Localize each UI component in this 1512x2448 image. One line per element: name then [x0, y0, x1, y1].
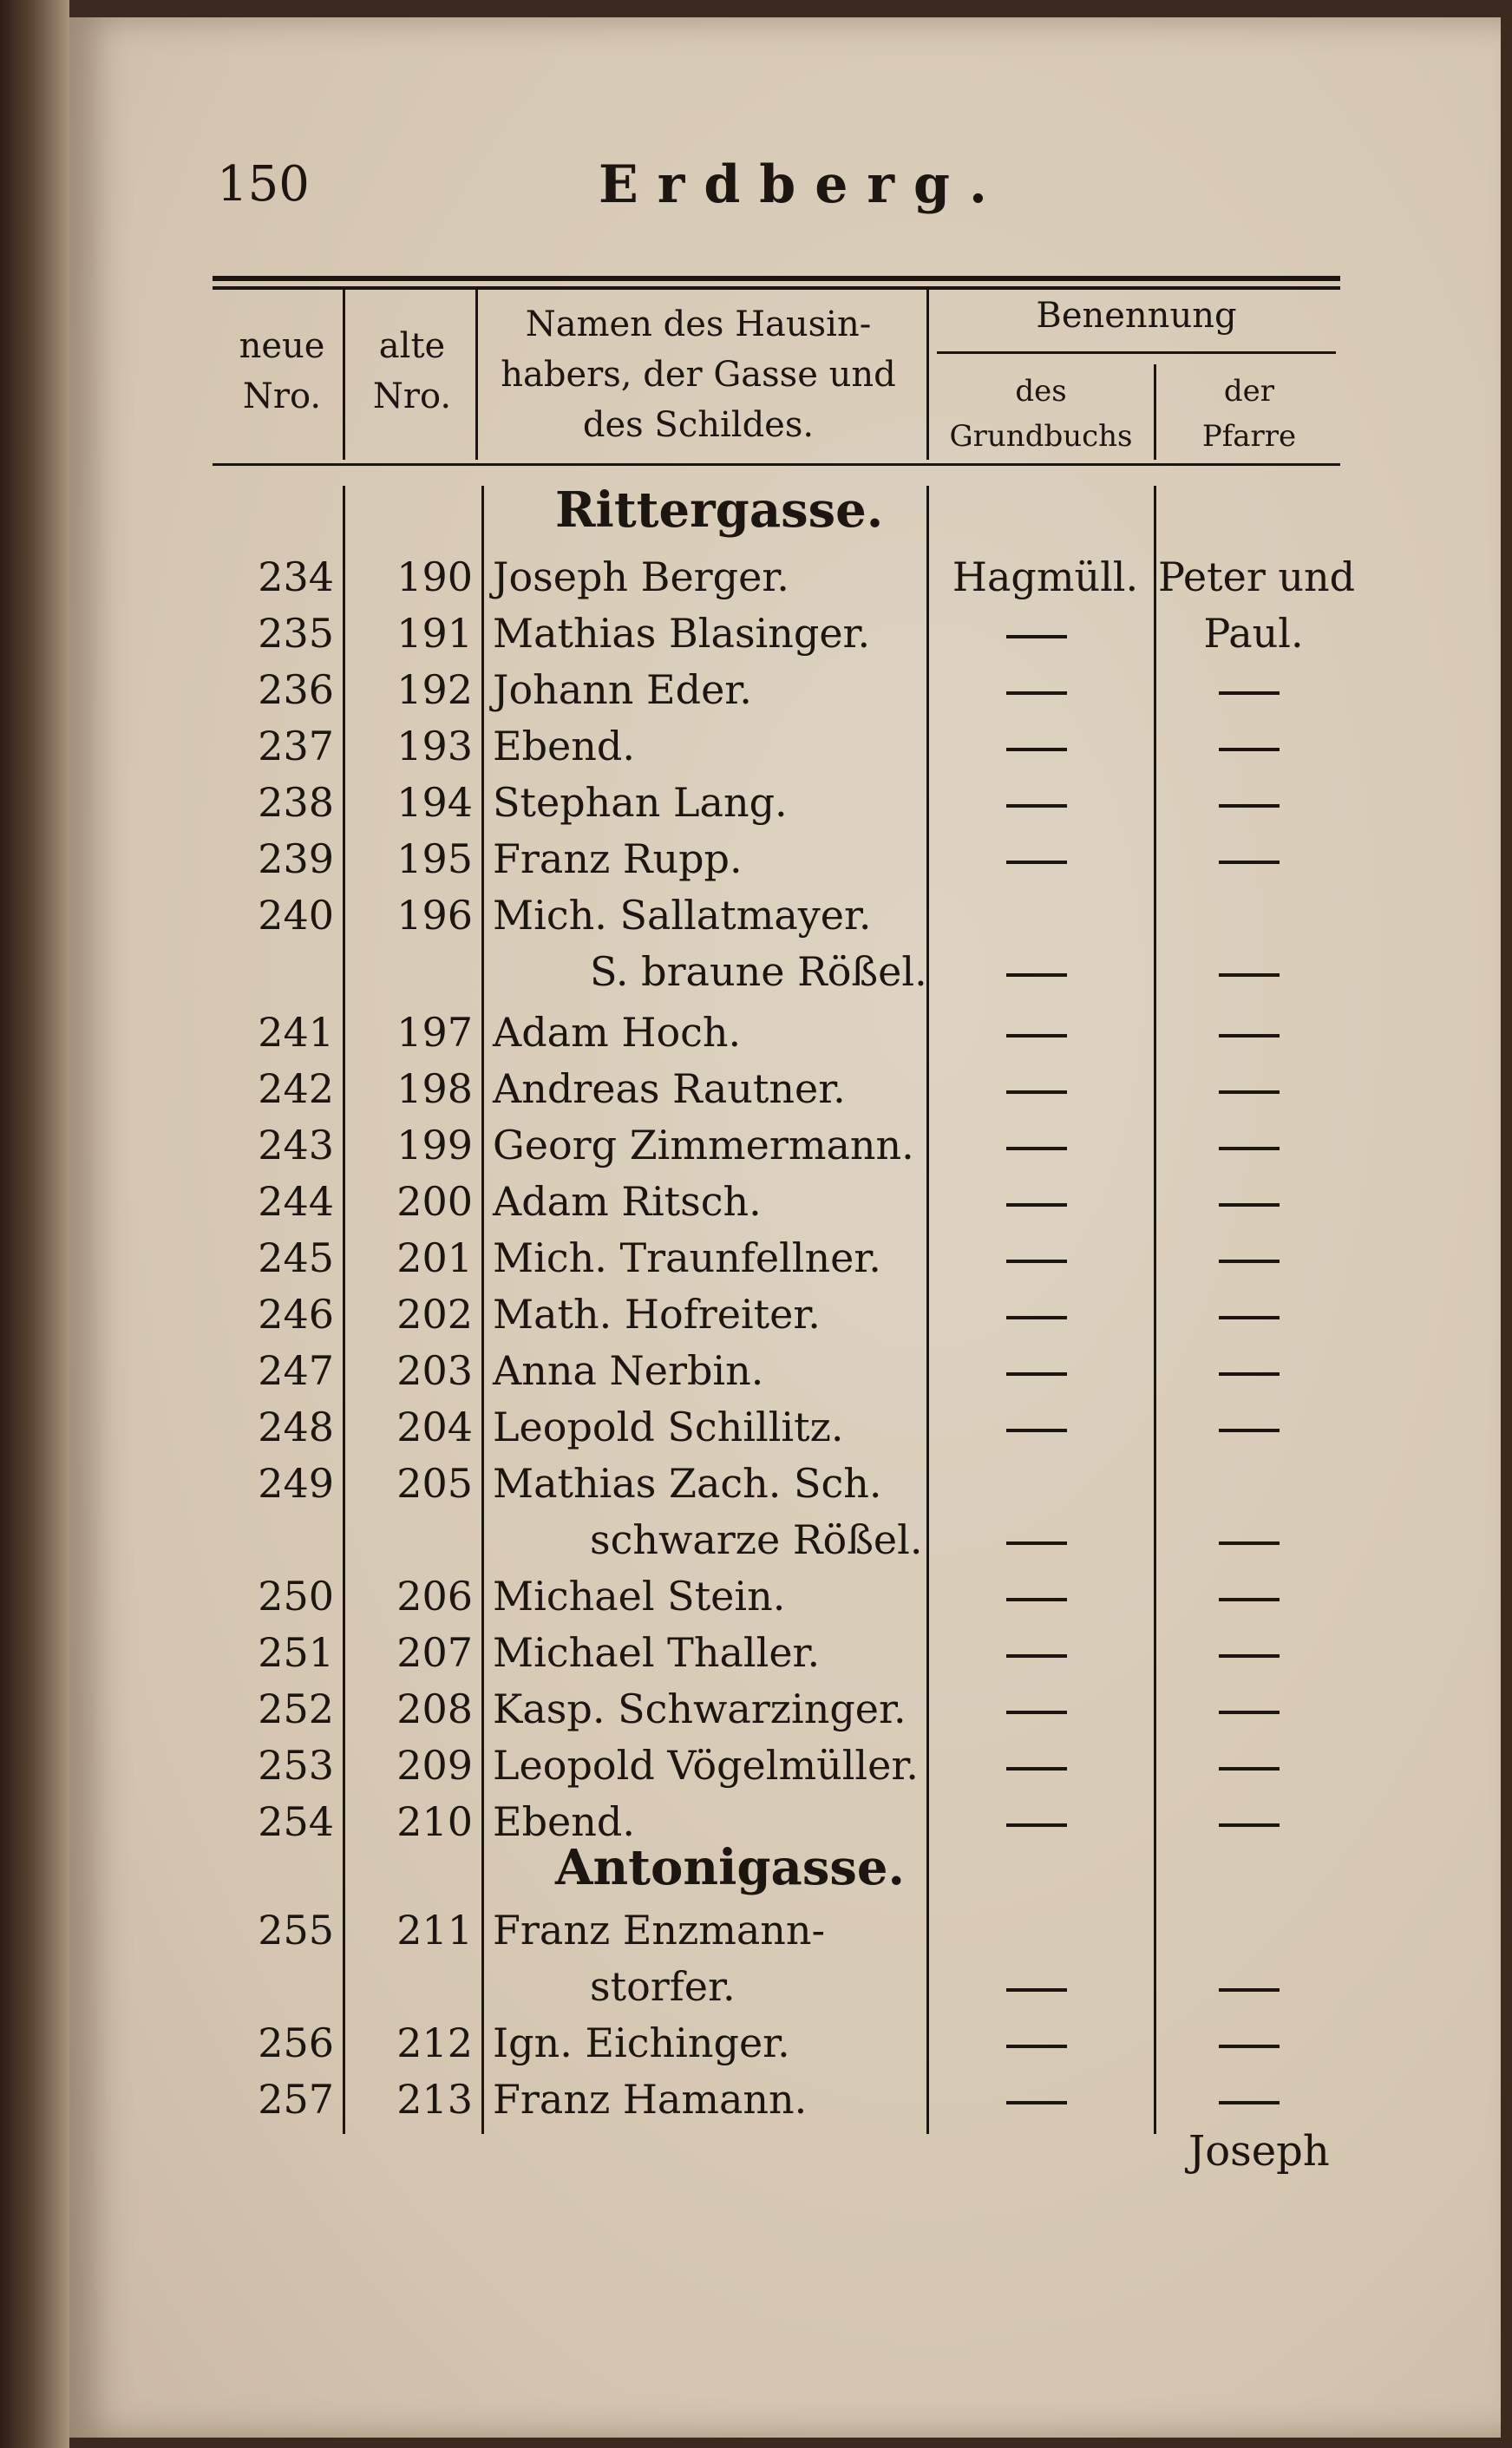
row-alte-nro: 207 — [396, 1629, 473, 1676]
row-pfarre-ditto-mark — [1219, 1988, 1280, 1992]
header-pfarre-line1: der — [1223, 374, 1275, 409]
row-name: Ebend. — [493, 1798, 635, 1845]
row-neue-nro: 241 — [258, 1009, 334, 1056]
section-title-antonigasse: Antonigasse. — [555, 1839, 905, 1896]
row-alte-nro: 192 — [396, 666, 473, 713]
header-neue-nro-label: Nro. — [242, 376, 322, 416]
header-grundbuchs — [933, 369, 1149, 459]
row-alte-nro: 212 — [396, 2019, 473, 2066]
row-alte-nro: 206 — [396, 1573, 473, 1620]
row-pfarre-ditto-mark — [1219, 2101, 1280, 2104]
row-alte-nro: 203 — [396, 1347, 473, 1394]
row-neue-nro: 235 — [258, 610, 334, 657]
col-sep-body-4 — [1154, 486, 1156, 2134]
row-alte-nro: 190 — [396, 553, 473, 600]
row-grundbuch-ditto-mark — [1006, 1711, 1067, 1714]
row-pfarre-ditto-mark — [1219, 861, 1280, 864]
row-name: Andreas Rautner. — [493, 1065, 846, 1112]
row-name: Adam Ritsch. — [493, 1178, 762, 1225]
header-neue-nro — [221, 321, 343, 422]
row-neue-nro: 236 — [258, 666, 334, 713]
row-grundbuch-ditto-mark — [1006, 1372, 1067, 1376]
row-neue-nro: 239 — [258, 835, 334, 882]
row-grundbuch-ditto-mark — [1006, 1316, 1067, 1319]
row-grundbuch-ditto-mark — [1006, 1541, 1067, 1545]
row-name: Ebend. — [493, 723, 635, 769]
row-grundbuch-ditto-mark — [1006, 1090, 1067, 1094]
row-pfarre-ditto-mark — [1219, 1823, 1280, 1827]
row-name: Mathias Zach. Sch. — [493, 1460, 882, 1507]
row-grundbuch-ditto-mark — [1006, 1034, 1067, 1037]
row-pfarre-ditto-mark — [1219, 1541, 1280, 1545]
row-neue-nro: 234 — [258, 553, 334, 600]
header-double-rule-top — [213, 276, 1340, 281]
row-name: Anna Nerbin. — [493, 1347, 764, 1394]
row-neue-nro: 248 — [258, 1404, 334, 1450]
row-alte-nro: 209 — [396, 1742, 473, 1789]
row-name: Leopold Schillitz. — [493, 1404, 844, 1450]
row-pfarre-ditto-mark — [1219, 1429, 1280, 1432]
row-neue-nro: 250 — [258, 1573, 334, 1620]
row-grundbuch-ditto-mark — [1006, 748, 1067, 751]
page-title: Erdberg. — [599, 154, 1006, 215]
header-grundbuchs-line1: des — [1015, 374, 1067, 409]
row-neue-nro: 242 — [258, 1065, 334, 1112]
catchword: Joseph — [1188, 2127, 1330, 2176]
row-grundbuch: Hagmüll. — [952, 553, 1139, 600]
row-name: Michael Stein. — [493, 1573, 786, 1620]
row-neue-nro: 256 — [258, 2019, 334, 2066]
col-sep-body-2 — [481, 486, 484, 2134]
row-alte-nro: 197 — [396, 1009, 473, 1056]
row-grundbuch-ditto-mark — [1006, 635, 1067, 638]
col-sep-header-2 — [475, 286, 478, 460]
row-alte-nro: 193 — [396, 723, 473, 769]
row-name: schwarze Rößel. — [590, 1516, 923, 1563]
row-neue-nro: 246 — [258, 1291, 334, 1338]
row-pfarre-ditto-mark — [1219, 1654, 1280, 1658]
col-sep-body-3 — [926, 486, 929, 2134]
row-alte-nro: 208 — [396, 1685, 473, 1732]
section-title-rittergasse: Rittergasse. — [555, 481, 884, 539]
header-namen — [481, 299, 915, 450]
row-neue-nro: 243 — [258, 1122, 334, 1168]
row-grundbuch-ditto-mark — [1006, 1823, 1067, 1827]
row-neue-nro: 254 — [258, 1798, 334, 1845]
row-alte-nro: 199 — [396, 1122, 473, 1168]
row-alte-nro: 191 — [396, 610, 473, 657]
row-grundbuch-ditto-mark — [1006, 2045, 1067, 2048]
row-neue-nro: 240 — [258, 892, 334, 939]
page-number: 150 — [217, 156, 310, 213]
row-name: Johann Eder. — [493, 666, 752, 713]
row-name: Stephan Lang. — [493, 779, 788, 826]
row-grundbuch-ditto-mark — [1006, 1147, 1067, 1150]
row-pfarre: Paul. — [1203, 610, 1304, 657]
row-pfarre-ditto-mark — [1219, 2045, 1280, 2048]
header-bottom-rule — [213, 463, 1340, 466]
row-grundbuch-ditto-mark — [1006, 2101, 1067, 2104]
header-double-rule-bottom — [213, 286, 1340, 290]
header-namen-line2: habers, der Gasse und — [501, 355, 896, 395]
row-neue-nro: 253 — [258, 1742, 334, 1789]
row-name: Kasp. Schwarzinger. — [493, 1685, 907, 1732]
header-grundbuchs-line2: Grundbuchs — [949, 419, 1133, 454]
row-neue-nro: 245 — [258, 1234, 334, 1281]
header-namen-line1: Namen des Hausin- — [525, 304, 872, 344]
row-name: Mathias Blasinger. — [493, 610, 871, 657]
row-grundbuch-ditto-mark — [1006, 1767, 1067, 1771]
row-name: Franz Rupp. — [493, 835, 743, 882]
col-sep-body-1 — [343, 486, 345, 2134]
col-sep-header-4 — [1154, 364, 1156, 460]
row-neue-nro: 257 — [258, 2076, 334, 2123]
row-alte-nro: 201 — [396, 1234, 473, 1281]
header-neue-label: neue — [239, 326, 325, 366]
header-namen-line3: des Schildes. — [582, 405, 815, 445]
header-alte-label: alte — [378, 326, 446, 366]
row-grundbuch-ditto-mark — [1006, 804, 1067, 808]
row-name: Franz Hamann. — [493, 2076, 808, 2123]
header-benennung-rule — [937, 351, 1336, 354]
row-name: S. braune Rößel. — [590, 948, 927, 995]
row-pfarre: Peter und — [1158, 553, 1356, 600]
row-pfarre-ditto-mark — [1219, 804, 1280, 808]
row-pfarre-ditto-mark — [1219, 1090, 1280, 1094]
row-pfarre-ditto-mark — [1219, 1316, 1280, 1319]
row-name: storfer. — [590, 1963, 736, 2010]
row-neue-nro: 238 — [258, 779, 334, 826]
row-name: Mich. Sallatmayer. — [493, 892, 872, 939]
row-pfarre-ditto-mark — [1219, 1598, 1280, 1601]
row-alte-nro: 213 — [396, 2076, 473, 2123]
row-name: Franz Enzmann- — [493, 1907, 826, 1954]
header-pfarre-line2: Pfarre — [1201, 419, 1297, 454]
row-pfarre-ditto-mark — [1219, 1372, 1280, 1376]
row-grundbuch-ditto-mark — [1006, 1654, 1067, 1658]
row-alte-nro: 205 — [396, 1460, 473, 1507]
row-name: Mich. Traunfellner. — [493, 1234, 881, 1281]
row-name: Ign. Eichinger. — [493, 2019, 790, 2066]
row-grundbuch-ditto-mark — [1006, 1429, 1067, 1432]
row-name: Georg Zimmermann. — [493, 1122, 914, 1168]
row-neue-nro: 251 — [258, 1629, 334, 1676]
row-neue-nro: 237 — [258, 723, 334, 769]
row-alte-nro: 196 — [396, 892, 473, 939]
header-alte-nro-label: Nro. — [372, 376, 452, 416]
row-alte-nro: 194 — [396, 779, 473, 826]
row-name: Math. Hofreiter. — [493, 1291, 821, 1338]
row-pfarre-ditto-mark — [1219, 1147, 1280, 1150]
row-pfarre-ditto-mark — [1219, 1767, 1280, 1771]
row-pfarre-ditto-mark — [1219, 748, 1280, 751]
book-spine — [0, 0, 69, 2448]
row-grundbuch-ditto-mark — [1006, 973, 1067, 977]
row-grundbuch-ditto-mark — [1006, 1260, 1067, 1263]
row-alte-nro: 200 — [396, 1178, 473, 1225]
row-neue-nro: 249 — [258, 1460, 334, 1507]
row-pfarre-ditto-mark — [1219, 973, 1280, 977]
row-name: Michael Thaller. — [493, 1629, 821, 1676]
row-neue-nro: 247 — [258, 1347, 334, 1394]
row-alte-nro: 202 — [396, 1291, 473, 1338]
row-name: Adam Hoch. — [493, 1009, 742, 1056]
header-benennung: Benennung — [1036, 296, 1237, 336]
row-name: Joseph Berger. — [493, 553, 789, 600]
row-neue-nro: 252 — [258, 1685, 334, 1732]
row-grundbuch-ditto-mark — [1006, 861, 1067, 864]
header-pfarre — [1158, 369, 1340, 459]
row-grundbuch-ditto-mark — [1006, 691, 1067, 695]
row-pfarre-ditto-mark — [1219, 691, 1280, 695]
row-name: Leopold Vögelmüller. — [493, 1742, 919, 1789]
header-alte-nro — [351, 321, 473, 422]
row-grundbuch-ditto-mark — [1006, 1598, 1067, 1601]
col-sep-header-1 — [343, 286, 345, 460]
row-alte-nro: 211 — [396, 1907, 473, 1954]
col-sep-header-3 — [926, 286, 929, 460]
row-grundbuch-ditto-mark — [1006, 1203, 1067, 1207]
row-neue-nro: 244 — [258, 1178, 334, 1225]
row-alte-nro: 195 — [396, 835, 473, 882]
row-pfarre-ditto-mark — [1219, 1034, 1280, 1037]
row-neue-nro: 255 — [258, 1907, 334, 1954]
row-pfarre-ditto-mark — [1219, 1203, 1280, 1207]
row-pfarre-ditto-mark — [1219, 1260, 1280, 1263]
row-grundbuch-ditto-mark — [1006, 1988, 1067, 1992]
row-pfarre-ditto-mark — [1219, 1711, 1280, 1714]
row-alte-nro: 198 — [396, 1065, 473, 1112]
row-alte-nro: 210 — [396, 1798, 473, 1845]
row-alte-nro: 204 — [396, 1404, 473, 1450]
